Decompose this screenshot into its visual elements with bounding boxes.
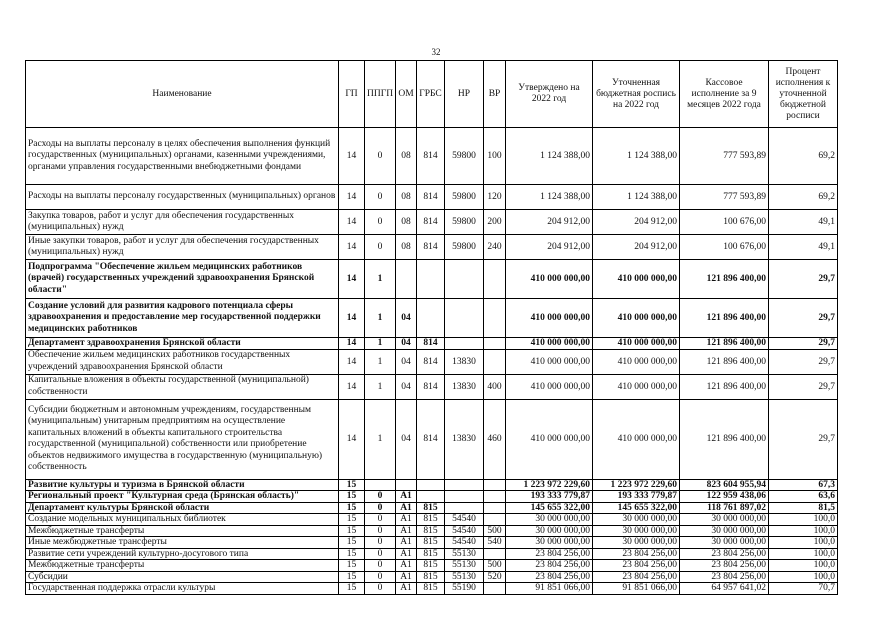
header-grbs: ГРБС bbox=[417, 61, 445, 128]
cell-vr: 100 bbox=[484, 128, 506, 185]
cell-gp: 14 bbox=[339, 235, 365, 260]
cell-name: Обеспечение жильем медицинских работников государственных учреждений здравоохранения Брянской области bbox=[26, 349, 339, 374]
cell-approved: 204 912,00 bbox=[506, 210, 593, 235]
cell-nr: 55190 bbox=[445, 583, 484, 595]
cell-grbs bbox=[417, 479, 445, 491]
header-vr: ВР bbox=[484, 61, 506, 128]
cell-ppgp: 0 bbox=[365, 514, 396, 526]
cell-vr: 200 bbox=[484, 210, 506, 235]
cell-ppgp: 0 bbox=[365, 525, 396, 537]
cell-approved: 410 000 000,00 bbox=[506, 349, 593, 374]
cell-approved: 23 804 256,00 bbox=[506, 560, 593, 572]
cell-name: Подпрограмма "Обеспечение жильем медицинских работников (врачей) государственных учреждений здравоохранения Брянской области" bbox=[26, 260, 339, 299]
cell-approved: 30 000 000,00 bbox=[506, 514, 593, 526]
cell-approved: 23 804 256,00 bbox=[506, 548, 593, 560]
cell-ppgp: 1 bbox=[365, 374, 396, 399]
table-row bbox=[26, 235, 838, 260]
cell-percent: 81,5 bbox=[769, 502, 838, 514]
cell-om: 04 bbox=[396, 338, 417, 350]
cell-percent: 69,2 bbox=[769, 128, 838, 185]
cell-name: Субсидии bbox=[26, 571, 339, 583]
cell-om: A1 bbox=[396, 560, 417, 572]
cell-approved: 204 912,00 bbox=[506, 235, 593, 260]
header-approved: Утверждено на 2022 год bbox=[506, 61, 593, 128]
cell-approved: 410 000 000,00 bbox=[506, 374, 593, 399]
cell-grbs: 815 bbox=[417, 571, 445, 583]
cell-nr: 59800 bbox=[445, 128, 484, 185]
cell-refined: 410 000 000,00 bbox=[593, 374, 680, 399]
cell-grbs: 815 bbox=[417, 537, 445, 549]
table-row bbox=[26, 514, 838, 526]
cell-approved: 1 124 388,00 bbox=[506, 128, 593, 185]
cell-name: Департамент здравоохранения Брянской области bbox=[26, 338, 339, 350]
cell-name: Межбюджетные трансферты bbox=[26, 560, 339, 572]
cell-cash: 122 959 438,06 bbox=[680, 491, 769, 503]
cell-grbs: 815 bbox=[417, 548, 445, 560]
cell-approved: 410 000 000,00 bbox=[506, 299, 593, 338]
cell-nr: 54540 bbox=[445, 537, 484, 549]
cell-ppgp: 1 bbox=[365, 349, 396, 374]
cell-approved: 193 333 779,87 bbox=[506, 491, 593, 503]
cell-om: 04 bbox=[396, 349, 417, 374]
cell-ppgp: 1 bbox=[365, 299, 396, 338]
cell-grbs: 815 bbox=[417, 514, 445, 526]
cell-ppgp: 0 bbox=[365, 560, 396, 572]
cell-refined: 1 124 388,00 bbox=[593, 128, 680, 185]
cell-refined: 23 804 256,00 bbox=[593, 560, 680, 572]
cell-cash: 118 761 897,02 bbox=[680, 502, 769, 514]
cell-ppgp: 0 bbox=[365, 210, 396, 235]
cell-refined: 30 000 000,00 bbox=[593, 514, 680, 526]
cell-approved: 30 000 000,00 bbox=[506, 525, 593, 537]
cell-gp: 14 bbox=[339, 260, 365, 299]
header-gp: ГП bbox=[339, 61, 365, 128]
cell-name: Капитальные вложения в объекты государственной (муниципальной) собственности bbox=[26, 374, 339, 399]
table-row bbox=[26, 128, 838, 185]
cell-vr: 120 bbox=[484, 185, 506, 210]
cell-vr bbox=[484, 583, 506, 595]
cell-cash: 121 896 400,00 bbox=[680, 299, 769, 338]
cell-refined: 410 000 000,00 bbox=[593, 338, 680, 350]
cell-gp: 14 bbox=[339, 210, 365, 235]
table-row bbox=[26, 502, 838, 514]
cell-refined: 204 912,00 bbox=[593, 210, 680, 235]
cell-name: Иные межбюджетные трансферты bbox=[26, 537, 339, 549]
cell-grbs: 814 bbox=[417, 338, 445, 350]
cell-grbs: 814 bbox=[417, 349, 445, 374]
cell-om: 04 bbox=[396, 399, 417, 479]
table-row bbox=[26, 479, 838, 491]
cell-nr: 13830 bbox=[445, 399, 484, 479]
cell-cash: 121 896 400,00 bbox=[680, 338, 769, 350]
table-row bbox=[26, 399, 838, 479]
cell-name: Создание модельных муниципальных библиотек bbox=[26, 514, 339, 526]
cell-grbs bbox=[417, 260, 445, 299]
cell-om: A1 bbox=[396, 525, 417, 537]
cell-gp: 14 bbox=[339, 128, 365, 185]
cell-name: Департамент культуры Брянской области bbox=[26, 502, 339, 514]
cell-ppgp: 0 bbox=[365, 548, 396, 560]
cell-ppgp: 0 bbox=[365, 128, 396, 185]
cell-percent: 100,0 bbox=[769, 560, 838, 572]
cell-ppgp: 0 bbox=[365, 235, 396, 260]
cell-gp: 15 bbox=[339, 525, 365, 537]
cell-vr bbox=[484, 299, 506, 338]
cell-name: Развитие сети учреждений культурно-досугового типа bbox=[26, 548, 339, 560]
table-row bbox=[26, 537, 838, 549]
cell-refined: 410 000 000,00 bbox=[593, 299, 680, 338]
cell-gp: 14 bbox=[339, 374, 365, 399]
cell-approved: 1 223 972 229,60 bbox=[506, 479, 593, 491]
cell-gp: 14 bbox=[339, 399, 365, 479]
cell-percent: 100,0 bbox=[769, 514, 838, 526]
cell-om bbox=[396, 479, 417, 491]
cell-om: A1 bbox=[396, 514, 417, 526]
cell-approved: 91 851 066,00 bbox=[506, 583, 593, 595]
cell-nr: 59800 bbox=[445, 235, 484, 260]
cell-om: A1 bbox=[396, 571, 417, 583]
cell-refined: 410 000 000,00 bbox=[593, 260, 680, 299]
cell-name: Развитие культуры и туризма в Брянской области bbox=[26, 479, 339, 491]
cell-gp: 15 bbox=[339, 514, 365, 526]
cell-nr: 13830 bbox=[445, 349, 484, 374]
table-row bbox=[26, 210, 838, 235]
cell-grbs bbox=[417, 491, 445, 503]
table-header-row bbox=[26, 61, 838, 128]
table-row bbox=[26, 374, 838, 399]
cell-ppgp: 0 bbox=[365, 583, 396, 595]
table-row bbox=[26, 583, 838, 595]
cell-nr bbox=[445, 491, 484, 503]
cell-refined: 410 000 000,00 bbox=[593, 399, 680, 479]
cell-gp: 14 bbox=[339, 349, 365, 374]
table-row bbox=[26, 338, 838, 350]
table-row bbox=[26, 491, 838, 503]
cell-grbs: 814 bbox=[417, 374, 445, 399]
budget-execution-table bbox=[25, 60, 838, 595]
cell-cash: 23 804 256,00 bbox=[680, 571, 769, 583]
cell-ppgp: 0 bbox=[365, 185, 396, 210]
cell-name: Субсидии бюджетным и автономным учреждениям, государственным (муниципальным) унитарным предприятиям на осуществление капитальных вложений в объекты капитального строительства государственной (муниципальной) собственности или приобретение объектов недвижимого имущества в государственную (муниципальную) собственность bbox=[26, 399, 339, 479]
cell-nr bbox=[445, 479, 484, 491]
cell-percent: 29,7 bbox=[769, 299, 838, 338]
cell-cash: 30 000 000,00 bbox=[680, 525, 769, 537]
header-percent: Процент исполнения к уточненной бюджетной росписи bbox=[769, 61, 838, 128]
cell-percent: 29,7 bbox=[769, 399, 838, 479]
cell-cash: 823 604 955,94 bbox=[680, 479, 769, 491]
cell-om: 08 bbox=[396, 210, 417, 235]
cell-gp: 15 bbox=[339, 537, 365, 549]
cell-cash: 23 804 256,00 bbox=[680, 560, 769, 572]
cell-name: Расходы на выплаты персоналу государственных (муниципальных) органов bbox=[26, 185, 339, 210]
table-row bbox=[26, 560, 838, 572]
cell-cash: 100 676,00 bbox=[680, 235, 769, 260]
cell-cash: 121 896 400,00 bbox=[680, 399, 769, 479]
cell-vr: 400 bbox=[484, 374, 506, 399]
cell-refined: 23 804 256,00 bbox=[593, 548, 680, 560]
header-refined: Уточненная бюджетная роспись на 2022 год bbox=[593, 61, 680, 128]
cell-gp: 15 bbox=[339, 571, 365, 583]
cell-cash: 777 593,89 bbox=[680, 185, 769, 210]
cell-vr: 240 bbox=[484, 235, 506, 260]
cell-percent: 70,7 bbox=[769, 583, 838, 595]
cell-percent: 63,6 bbox=[769, 491, 838, 503]
cell-vr bbox=[484, 514, 506, 526]
cell-cash: 121 896 400,00 bbox=[680, 349, 769, 374]
cell-name: Межбюджетные трансферты bbox=[26, 525, 339, 537]
cell-gp: 14 bbox=[339, 185, 365, 210]
cell-approved: 1 124 388,00 bbox=[506, 185, 593, 210]
cell-vr bbox=[484, 548, 506, 560]
cell-gp: 15 bbox=[339, 583, 365, 595]
cell-name: Закупка товаров, работ и услуг для обеспечения государственных (муниципальных) нужд bbox=[26, 210, 339, 235]
cell-refined: 30 000 000,00 bbox=[593, 525, 680, 537]
cell-approved: 410 000 000,00 bbox=[506, 260, 593, 299]
cell-vr: 520 bbox=[484, 571, 506, 583]
header-name: Наименование bbox=[26, 61, 339, 128]
cell-refined: 145 655 322,00 bbox=[593, 502, 680, 514]
cell-percent: 100,0 bbox=[769, 525, 838, 537]
cell-grbs: 814 bbox=[417, 235, 445, 260]
cell-vr bbox=[484, 260, 506, 299]
cell-grbs: 815 bbox=[417, 525, 445, 537]
cell-ppgp: 0 bbox=[365, 537, 396, 549]
header-nr: НР bbox=[445, 61, 484, 128]
cell-vr: 540 bbox=[484, 537, 506, 549]
cell-vr: 500 bbox=[484, 525, 506, 537]
cell-grbs: 815 bbox=[417, 560, 445, 572]
cell-om: A1 bbox=[396, 583, 417, 595]
cell-nr bbox=[445, 260, 484, 299]
cell-grbs: 814 bbox=[417, 399, 445, 479]
cell-approved: 30 000 000,00 bbox=[506, 537, 593, 549]
cell-vr bbox=[484, 349, 506, 374]
cell-name: Иные закупки товаров, работ и услуг для обеспечения государственных (муниципальных) нужд bbox=[26, 235, 339, 260]
cell-cash: 64 957 641,02 bbox=[680, 583, 769, 595]
cell-percent: 69,2 bbox=[769, 185, 838, 210]
cell-nr: 59800 bbox=[445, 185, 484, 210]
cell-nr: 55130 bbox=[445, 571, 484, 583]
cell-om: 04 bbox=[396, 299, 417, 338]
cell-percent: 29,7 bbox=[769, 374, 838, 399]
cell-approved: 410 000 000,00 bbox=[506, 399, 593, 479]
table-body bbox=[26, 128, 838, 595]
cell-nr bbox=[445, 338, 484, 350]
cell-grbs: 814 bbox=[417, 210, 445, 235]
cell-nr: 59800 bbox=[445, 210, 484, 235]
cell-nr: 55130 bbox=[445, 560, 484, 572]
cell-percent: 29,7 bbox=[769, 260, 838, 299]
cell-refined: 23 804 256,00 bbox=[593, 571, 680, 583]
cell-om: 08 bbox=[396, 185, 417, 210]
cell-nr: 54540 bbox=[445, 525, 484, 537]
cell-percent: 29,7 bbox=[769, 349, 838, 374]
cell-refined: 204 912,00 bbox=[593, 235, 680, 260]
cell-approved: 23 804 256,00 bbox=[506, 571, 593, 583]
cell-grbs: 815 bbox=[417, 502, 445, 514]
cell-vr bbox=[484, 479, 506, 491]
page-number: 32 bbox=[431, 47, 441, 57]
cell-name: Региональный проект "Культурная среда (Брянская область)" bbox=[26, 491, 339, 503]
cell-om: A1 bbox=[396, 548, 417, 560]
cell-nr bbox=[445, 299, 484, 338]
cell-refined: 91 851 066,00 bbox=[593, 583, 680, 595]
cell-vr: 460 bbox=[484, 399, 506, 479]
cell-ppgp: 1 bbox=[365, 260, 396, 299]
cell-grbs bbox=[417, 299, 445, 338]
table-row bbox=[26, 525, 838, 537]
cell-gp: 14 bbox=[339, 338, 365, 350]
cell-vr bbox=[484, 338, 506, 350]
table-row bbox=[26, 260, 838, 299]
table-row bbox=[26, 185, 838, 210]
cell-om: 08 bbox=[396, 235, 417, 260]
cell-om: 08 bbox=[396, 128, 417, 185]
cell-cash: 121 896 400,00 bbox=[680, 260, 769, 299]
cell-nr: 54540 bbox=[445, 514, 484, 526]
cell-ppgp bbox=[365, 479, 396, 491]
cell-percent: 67,3 bbox=[769, 479, 838, 491]
cell-percent: 49,1 bbox=[769, 210, 838, 235]
cell-vr bbox=[484, 502, 506, 514]
cell-gp: 15 bbox=[339, 560, 365, 572]
cell-ppgp: 1 bbox=[365, 399, 396, 479]
cell-percent: 100,0 bbox=[769, 571, 838, 583]
cell-name: Государственная поддержка отрасли культуры bbox=[26, 583, 339, 595]
cell-percent: 29,7 bbox=[769, 338, 838, 350]
cell-refined: 410 000 000,00 bbox=[593, 349, 680, 374]
cell-om bbox=[396, 260, 417, 299]
cell-nr bbox=[445, 502, 484, 514]
cell-grbs: 815 bbox=[417, 583, 445, 595]
cell-ppgp: 1 bbox=[365, 338, 396, 350]
cell-om: A1 bbox=[396, 491, 417, 503]
cell-percent: 100,0 bbox=[769, 548, 838, 560]
cell-approved: 145 655 322,00 bbox=[506, 502, 593, 514]
cell-om: A1 bbox=[396, 502, 417, 514]
table-row bbox=[26, 299, 838, 338]
table-row bbox=[26, 349, 838, 374]
cell-name: Создание условий для развития кадрового потенциала сферы здравоохранения и предоставление мер государственной поддержки медицинских работников bbox=[26, 299, 339, 338]
header-om: ОМ bbox=[396, 61, 417, 128]
cell-gp: 15 bbox=[339, 548, 365, 560]
cell-grbs: 814 bbox=[417, 128, 445, 185]
cell-gp: 15 bbox=[339, 491, 365, 503]
cell-vr: 500 bbox=[484, 560, 506, 572]
cell-grbs: 814 bbox=[417, 185, 445, 210]
header-cash: Кассовое исполнение за 9 месяцев 2022 года bbox=[680, 61, 769, 128]
cell-cash: 23 804 256,00 bbox=[680, 548, 769, 560]
cell-approved: 410 000 000,00 bbox=[506, 338, 593, 350]
cell-cash: 121 896 400,00 bbox=[680, 374, 769, 399]
cell-refined: 1 124 388,00 bbox=[593, 185, 680, 210]
cell-ppgp: 0 bbox=[365, 571, 396, 583]
cell-nr: 55130 bbox=[445, 548, 484, 560]
cell-name: Расходы на выплаты персоналу в целях обеспечения выполнения функций государственных (муниципальных) органами, казенными учреждениями, органами управления государственными внебюджетными фондами bbox=[26, 128, 339, 185]
cell-ppgp: 0 bbox=[365, 502, 396, 514]
cell-refined: 1 223 972 229,60 bbox=[593, 479, 680, 491]
table-row bbox=[26, 571, 838, 583]
cell-percent: 49,1 bbox=[769, 235, 838, 260]
cell-nr: 13830 bbox=[445, 374, 484, 399]
header-ppgp: ППГП bbox=[365, 61, 396, 128]
cell-cash: 777 593,89 bbox=[680, 128, 769, 185]
cell-cash: 100 676,00 bbox=[680, 210, 769, 235]
cell-om: A1 bbox=[396, 537, 417, 549]
table-row bbox=[26, 548, 838, 560]
cell-refined: 30 000 000,00 bbox=[593, 537, 680, 549]
cell-gp: 14 bbox=[339, 299, 365, 338]
cell-cash: 30 000 000,00 bbox=[680, 537, 769, 549]
cell-refined: 193 333 779,87 bbox=[593, 491, 680, 503]
cell-percent: 100,0 bbox=[769, 537, 838, 549]
cell-gp: 15 bbox=[339, 502, 365, 514]
cell-ppgp: 0 bbox=[365, 491, 396, 503]
cell-vr bbox=[484, 491, 506, 503]
cell-om: 04 bbox=[396, 374, 417, 399]
cell-gp: 15 bbox=[339, 479, 365, 491]
cell-cash: 30 000 000,00 bbox=[680, 514, 769, 526]
